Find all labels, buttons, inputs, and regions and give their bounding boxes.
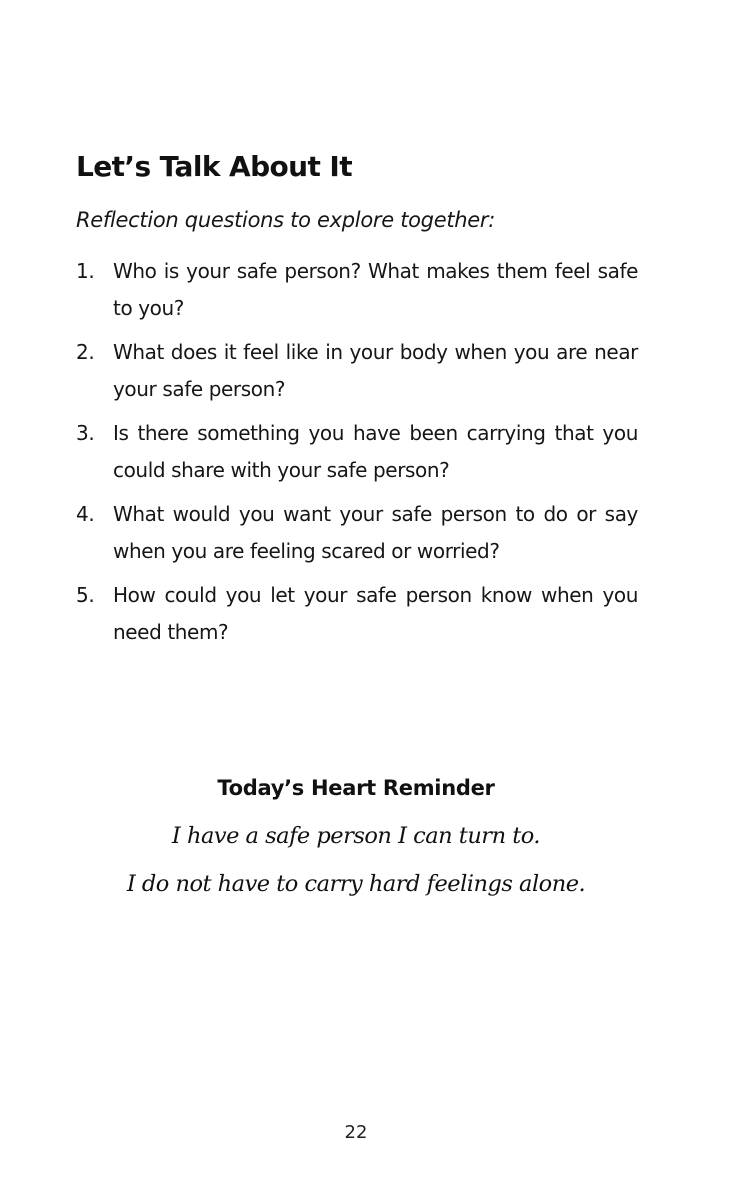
- question-text: Who is your safe person? What makes them feel safe to you?: [113, 259, 638, 320]
- question-item: [76, 496, 638, 569]
- section-title: Let’s Talk About It: [76, 150, 353, 183]
- question-item: [76, 577, 638, 650]
- reminder-line: I do not have to carry hard feelings alone.: [126, 871, 586, 897]
- question-text: What does it feel like in your body when you are near your safe person?: [113, 340, 638, 401]
- reminder-heading: Today’s Heart Reminder: [217, 776, 495, 800]
- question-number: 5.: [76, 583, 95, 607]
- question-item: [76, 415, 638, 488]
- question-number: 3.: [76, 421, 95, 445]
- question-item: [76, 334, 638, 407]
- reminder-line: I have a safe person I can turn to.: [171, 823, 541, 849]
- reflection-question-list: [76, 253, 638, 658]
- heart-reminder-box: [0, 770, 712, 908]
- question-number: 4.: [76, 502, 95, 526]
- reflection-intro: Reflection questions to explore together:: [76, 208, 496, 232]
- question-number: 1.: [76, 259, 95, 283]
- question-text: Is there something you have been carrying that you could share with your safe person?: [113, 421, 638, 482]
- question-text: How could you let your safe person know when you need them?: [113, 583, 638, 644]
- question-item: [76, 253, 638, 326]
- question-number: 2.: [76, 340, 95, 364]
- question-text: What would you want your safe person to do or say when you are feeling scared or worried?: [113, 502, 638, 563]
- page-number: 22: [344, 1122, 368, 1143]
